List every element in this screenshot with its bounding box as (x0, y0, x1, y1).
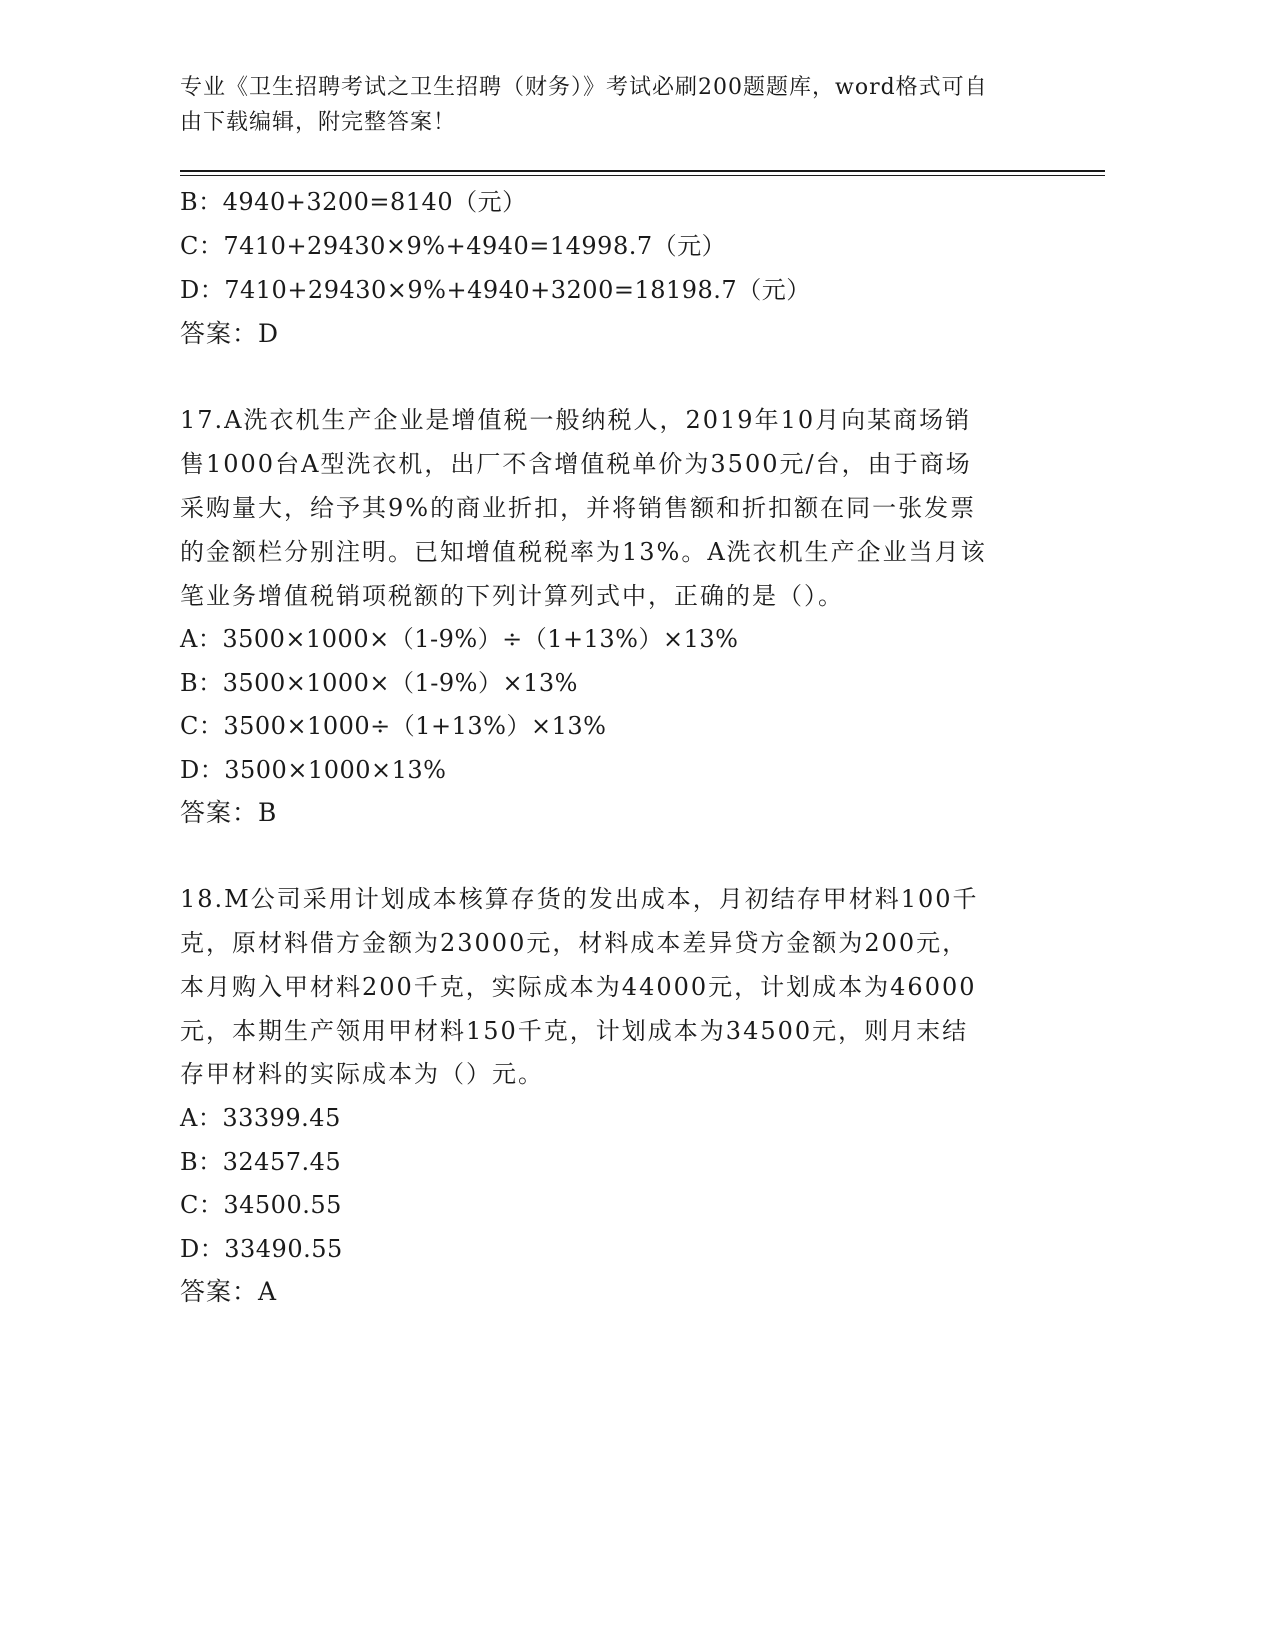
q16-option-d: D：7410+29430×9%+4940+3200=18198.7（元） (180, 276, 811, 304)
header-line-1: 专业《卫生招聘考试之卫生招聘（财务）》考试必刷200题题库，word格式可自 (180, 75, 988, 100)
q16-answer: 答案：D (180, 319, 280, 348)
q17-answer: 答案：B (180, 798, 278, 827)
q17-stem-line: 采购量大，给予其9%的商业折扣，并将销售额和折扣额在同一张发票 (180, 494, 977, 522)
q18-stem-line: 克，原材料借方金额为23000元，材料成本差异贷方金额为200元， (180, 929, 969, 957)
q18-answer: 答案：A (180, 1277, 278, 1306)
q17-stem-line: 的金额栏分别注明。已知增值税税率为13%。A洗衣机生产企业当月该 (180, 538, 987, 566)
q17-stem-line: 17.A洗衣机生产企业是增值税一般纳税人，2019年10月向某商场销 (180, 406, 972, 434)
q16-option-b: B：4940+3200=8140（元） (180, 188, 527, 216)
q18-option-c: C：34500.55 (180, 1191, 342, 1219)
page-header (180, 70, 1040, 140)
header-divider-thin (180, 175, 1105, 176)
q18-stem-line: 存甲材料的实际成本为（）元。 (180, 1060, 544, 1088)
q17-option-d: D：3500×1000×13% (180, 756, 447, 784)
header-line-2: 由下载编辑，附完整答案！ (180, 110, 457, 135)
q17-option-a: A：3500×1000×（1-9%）÷（1+13%）×13% (180, 625, 739, 653)
q18-stem-line: 本月购入甲材料200千克，实际成本为44000元，计划成本为46000 (180, 973, 977, 1001)
q16-option-c: C：7410+29430×9%+4940=14998.7（元） (180, 232, 727, 260)
header-divider-thick (180, 170, 1105, 172)
q18-stem-line: 元，本期生产领用甲材料150千克，计划成本为34500元，则月末结 (180, 1017, 969, 1045)
q17-stem-line: 售1000台A型洗衣机，出厂不含增值税单价为3500元/台，由于商场 (180, 450, 972, 478)
q18-option-b: B：32457.45 (180, 1148, 342, 1176)
q17-option-b: B：3500×1000×（1-9%）×13% (180, 669, 578, 697)
q18-stem-line: 18.M公司采用计划成本核算存货的发出成本，月初结存甲材料100千 (180, 885, 979, 913)
q18-option-d: D：33490.55 (180, 1235, 343, 1263)
q17-stem-line: 笔业务增值税销项税额的下列计算列式中，正确的是（）。 (180, 582, 844, 610)
q18-option-a: A：33399.45 (180, 1104, 341, 1132)
q17-option-c: C：3500×1000÷（1+13%）×13% (180, 712, 607, 740)
